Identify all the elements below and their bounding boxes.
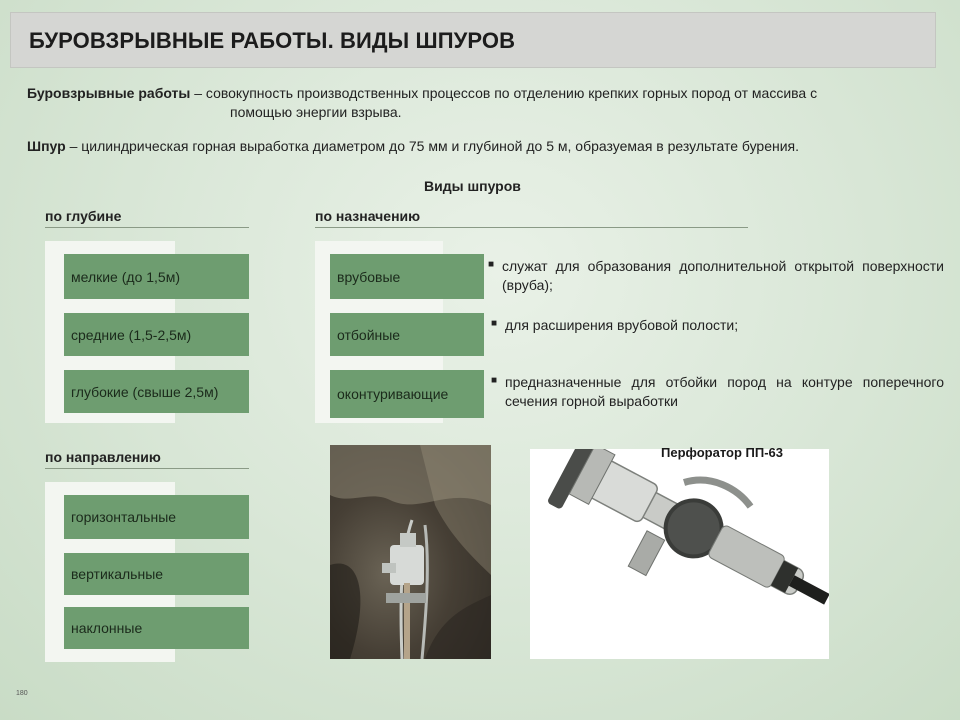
purpose-item-cut: врубовые: [330, 254, 484, 299]
purpose-description-2: ■ для расширения врубовой полости;: [491, 317, 739, 333]
direction-item-vertical: вертикальные: [64, 553, 249, 595]
definition-1: [27, 84, 942, 122]
definition-1-text: – совокупность производственных процессов по отделению крепких горных пород от массива с: [190, 85, 818, 101]
mine-drill-photo: [330, 445, 491, 659]
perforator-photo: [530, 445, 829, 659]
purpose-description-3: ■ предназначенные для отбойки пород на контуре поперечного сечения горной выработки: [491, 374, 944, 409]
direction-item-inclined: наклонные: [64, 607, 249, 649]
page-number: 180: [16, 690, 28, 697]
depth-item-medium: средние (1,5-2,5м): [64, 313, 249, 356]
section-heading: Виды шпуров: [424, 178, 521, 194]
square-bullet-icon: ■: [491, 318, 498, 329]
purpose-item-contour: оконтуривающие: [330, 370, 484, 418]
square-bullet-icon: ■: [488, 259, 495, 270]
group-label-depth: по глубине: [45, 208, 249, 228]
depth-item-shallow: мелкие (до 1,5м): [64, 254, 249, 299]
group-label-purpose: по назначению: [315, 208, 748, 228]
definition-2-term: Шпур: [27, 138, 66, 154]
definition-1-term: Буровзрывные работы: [27, 85, 191, 101]
purpose-description-1: ■ служат для образования дополнительной открытой поверхности (вруба);: [488, 258, 944, 293]
perforator-caption: Перфоратор ПП-63: [661, 445, 783, 460]
depth-item-deep: глубокие (свыше 2,5м): [64, 370, 249, 413]
direction-item-horizontal: горизонтальные: [64, 495, 249, 539]
definition-2-text: – цилиндрическая горная выработка диаметром до 75 мм и глубиной до 5 м, образуемая в результате бурения.: [65, 138, 800, 154]
page-title: БУРОВЗРЫВНЫЕ РАБОТЫ. ВИДЫ ШПУРОВ: [29, 28, 516, 53]
definition-2: [27, 137, 942, 156]
purpose-item-breaking: отбойные: [330, 313, 484, 356]
group-label-direction: по направлению: [45, 449, 249, 469]
square-bullet-icon: ■: [491, 375, 498, 386]
title-bar: [10, 12, 936, 68]
definition-1-text-line2: помощью энергии взрыва.: [230, 104, 402, 120]
